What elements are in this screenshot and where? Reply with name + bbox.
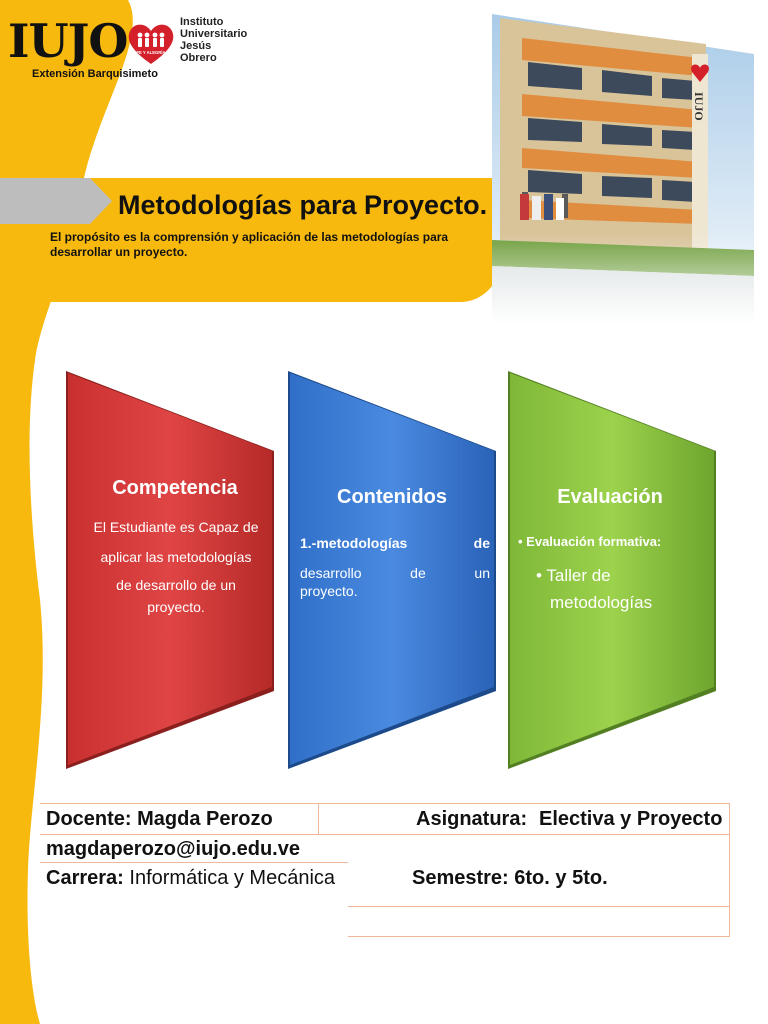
evaluacion-bullet-taller (536, 562, 696, 616)
carrera-line (46, 867, 335, 890)
contenidos-word: de (410, 565, 426, 581)
evaluacion-bullet-line: • Taller de (536, 566, 611, 585)
table-rule (40, 834, 730, 835)
institution-name (180, 16, 247, 64)
contenidos-word: proyecto. (300, 583, 358, 599)
contenidos-word: un (474, 565, 490, 581)
contenidos-word: 1.-metodologías (300, 535, 408, 551)
carrera-label: Carrera: (46, 867, 124, 889)
evaluacion-bullet-line: metodologías (550, 593, 653, 612)
heart-icon (126, 22, 176, 66)
contenidos-body (300, 534, 490, 600)
page-title: Metodologías para Proyecto. (118, 190, 488, 220)
page-subtitle: El propósito es la comprensión y aplicación de las metodologías para desarrollar un proyecto. (50, 230, 449, 259)
svg-text:FE Y ALEGRÍA: FE Y ALEGRÍA (136, 50, 166, 55)
contenidos-title: Contenidos (337, 486, 447, 508)
contenidos-word: desarrollo (300, 565, 362, 581)
table-rule (348, 936, 730, 937)
contenidos-word: de (473, 535, 490, 551)
institution-line: Instituto (180, 16, 224, 28)
building-photo (492, 14, 754, 324)
table-rule (40, 803, 730, 804)
asignatura-value: Electiva y Proyecto (539, 808, 723, 830)
competencia-line: proyecto. (147, 599, 205, 615)
logo-acronym: IUJO (8, 14, 128, 68)
email-text: magdaperozo@iujo.edu.ve (46, 838, 300, 860)
carrera-value: Informática y Mecánica (129, 867, 336, 889)
competencia-title: Competencia (112, 477, 238, 499)
table-rule (348, 906, 730, 907)
evaluacion-title: Evaluación (557, 486, 663, 508)
semestre-text: Semestre: 6to. y 5to. (412, 867, 608, 889)
institution-line: Obrero (180, 52, 217, 64)
competencia-line: El Estudiante es Capaz de (93, 519, 259, 535)
institution-line: Universitario (180, 28, 248, 40)
logo-extension: Extensión Barquisimeto (32, 68, 158, 80)
asignatura-label: Asignatura: (416, 808, 528, 830)
institution-line: Jesús (180, 40, 212, 52)
competencia-line: de desarrollo de un (116, 577, 236, 593)
table-rule (729, 803, 730, 937)
table-rule (318, 803, 319, 834)
competencia-body (76, 512, 276, 616)
header-gray-tab (0, 178, 112, 224)
svg-text:IUJO: IUJO (692, 92, 706, 121)
docente-label: Docente: Magda Perozo (46, 808, 273, 830)
table-rule (40, 862, 348, 863)
competencia-line: aplicar las metodologías (100, 549, 252, 565)
evaluacion-bullet-formativa: • Evaluación formativa: (518, 534, 662, 549)
